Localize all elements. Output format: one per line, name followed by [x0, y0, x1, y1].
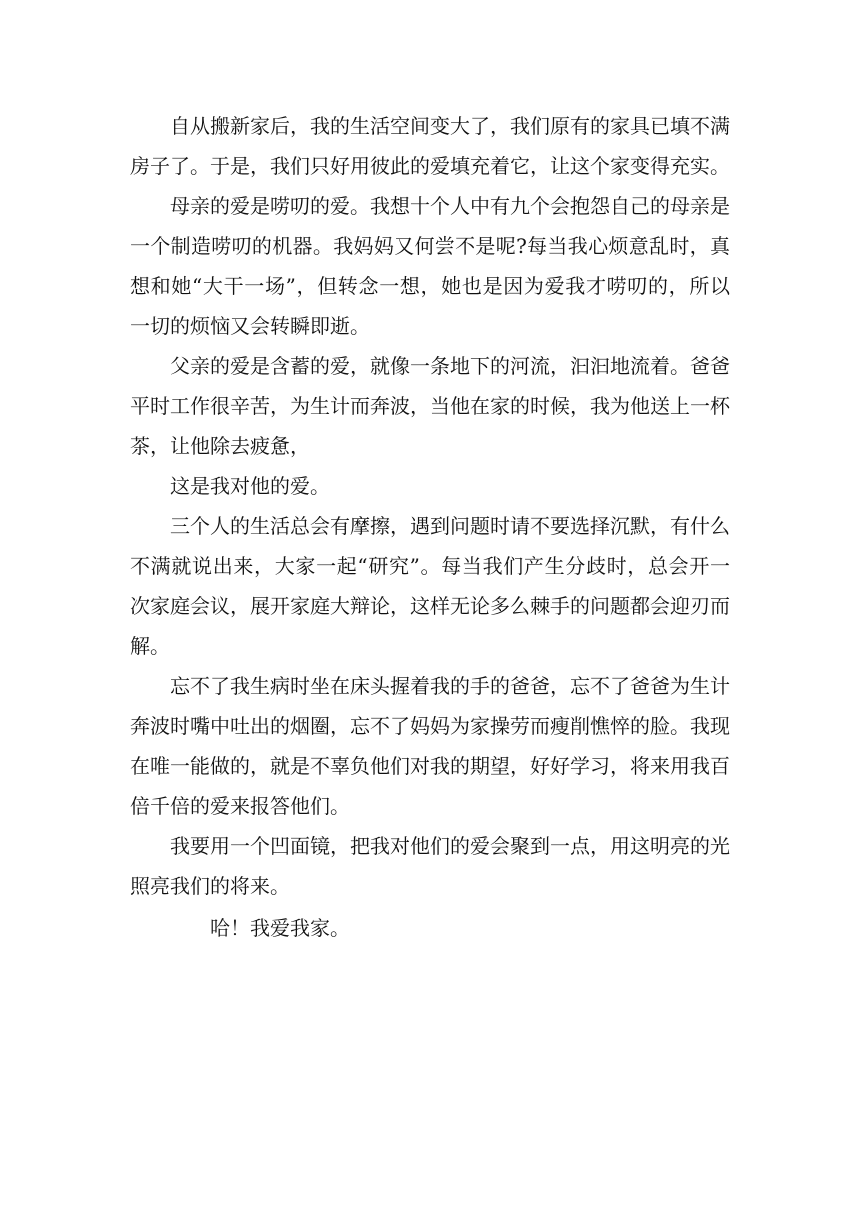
paragraph-move: 自从搬新家后，我的生活空间变大了，我们原有的家具已填不满房子了。于是，我们只好用彼此的爱填充着它，让这个家变得充实。: [130, 114, 730, 178]
paragraph-friction: 三个人的生活总会有摩擦，遇到问题时请不要选择沉默，有什么不满就说出来，大家一起“研究”。每当我们产生分歧时，总会开一次家庭会议，展开家庭大辩论，这样无论多么棘手的问题都会迎刃而解。: [130, 514, 730, 658]
paragraph-my-love: 这是我对他的爱。: [170, 474, 330, 498]
paragraph-mother: 母亲的爱是唠叨的爱。我想十个人中有九个会抱怨自己的母亲是一个制造唠叨的机器。我妈妈又何尝不是呢?每当我心烦意乱时，真想和她“大干一场”，但转念一想，她也是因为爱我才唠叨的，所以一切的烦恼又会转瞬即逝。: [130, 194, 730, 338]
paragraph-father: 父亲的爱是含蓄的爱，就像一条地下的河流，汩汩地流着。爸爸平时工作很辛苦，为生计而奔波，当他在家的时候，我为他送上一杯茶，让他除去疲惫，: [130, 354, 730, 458]
closing-line: 哈！我爱我家。: [210, 916, 350, 940]
paragraph-memories: 忘不了我生病时坐在床头握着我的手的爸爸，忘不了爸爸为生计奔波时嘴中吐出的烟圈，忘不了妈妈为家操劳而瘦削憔悴的脸。我现在唯一能做的，就是不辜负他们对我的期望，好好学习，将来用我百倍千倍的爱来报答他们。: [130, 674, 730, 818]
paragraph-mirror: 我要用一个凹面镜，把我对他们的爱会聚到一点，用这明亮的光照亮我们的将来。: [130, 834, 730, 898]
document-body: [130, 106, 730, 948]
